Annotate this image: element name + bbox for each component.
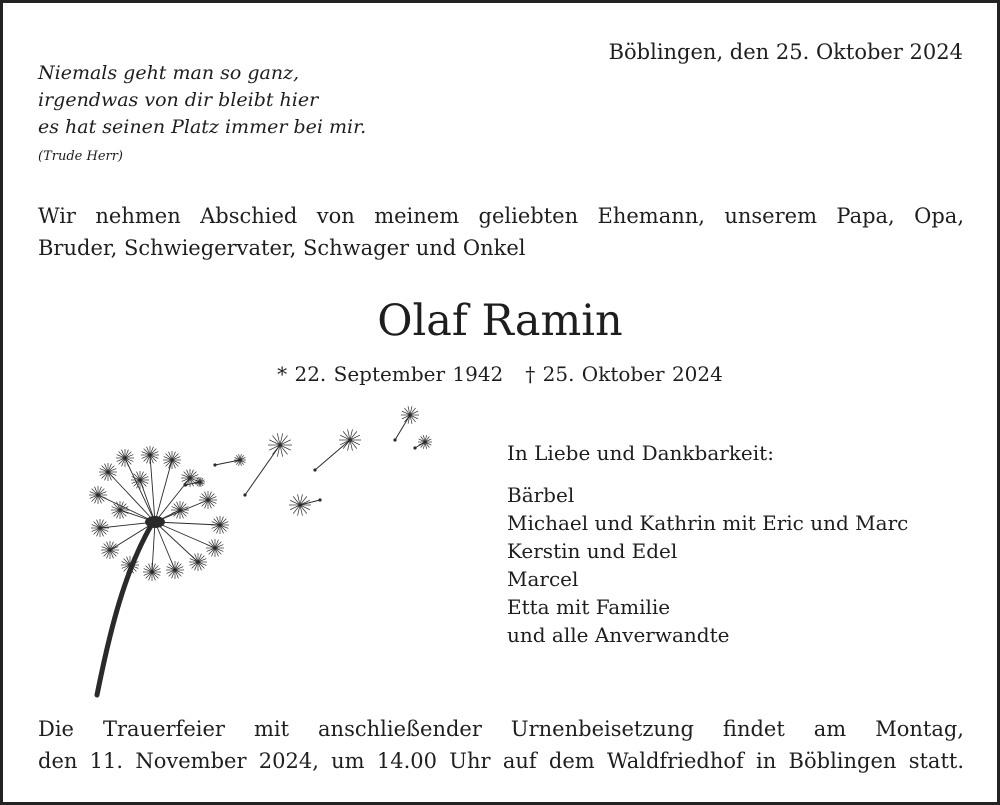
intro-line: Bruder, Schwiegervater, Schwager und Onkel: [38, 236, 526, 260]
quote-author: (Trude Herr): [38, 149, 124, 164]
life-dates: [0, 362, 1000, 386]
quote-line: es hat seinen Platz immer bei mir.: [38, 116, 367, 138]
mourner: Kerstin und Edel: [507, 539, 678, 563]
mourners-list: [507, 481, 908, 649]
mourner: Michael und Kathrin mit Eric und Marc: [507, 511, 909, 535]
service-line: den 11. November 2024, um 14.00 Uhr auf dem Waldfriedhof in Böblingen statt.: [38, 749, 964, 773]
intro-line: Wir nehmen Abschied von meinem geliebten Ehemann, unserem Papa, Opa,: [38, 204, 964, 228]
mourner: Etta mit Familie: [507, 595, 671, 619]
dandelion-icon: [80, 400, 470, 700]
quote-line: Niemals geht man so ganz,: [38, 62, 300, 84]
mourner: Bärbel: [507, 483, 575, 507]
place-date: Böblingen, den 25. Oktober 2024: [608, 40, 963, 64]
birth-date: * 22. September 1942: [277, 362, 504, 386]
mourner: Marcel: [507, 567, 579, 591]
memorial-quote: [38, 60, 366, 167]
mourner: und alle Anverwandte: [507, 623, 730, 647]
death-date: † 25. Oktober 2024: [525, 362, 723, 386]
deceased-name: Olaf Ramin: [377, 296, 623, 346]
quote-line: irgendwas von dir bleibt hier: [38, 89, 319, 111]
dedication: In Liebe und Dankbarkeit:: [507, 441, 774, 465]
funeral-service-notice: [38, 713, 964, 777]
intro-text: [38, 200, 964, 264]
service-line: Die Trauerfeier mit anschließender Urnenbeisetzung findet am Montag,: [38, 717, 964, 741]
